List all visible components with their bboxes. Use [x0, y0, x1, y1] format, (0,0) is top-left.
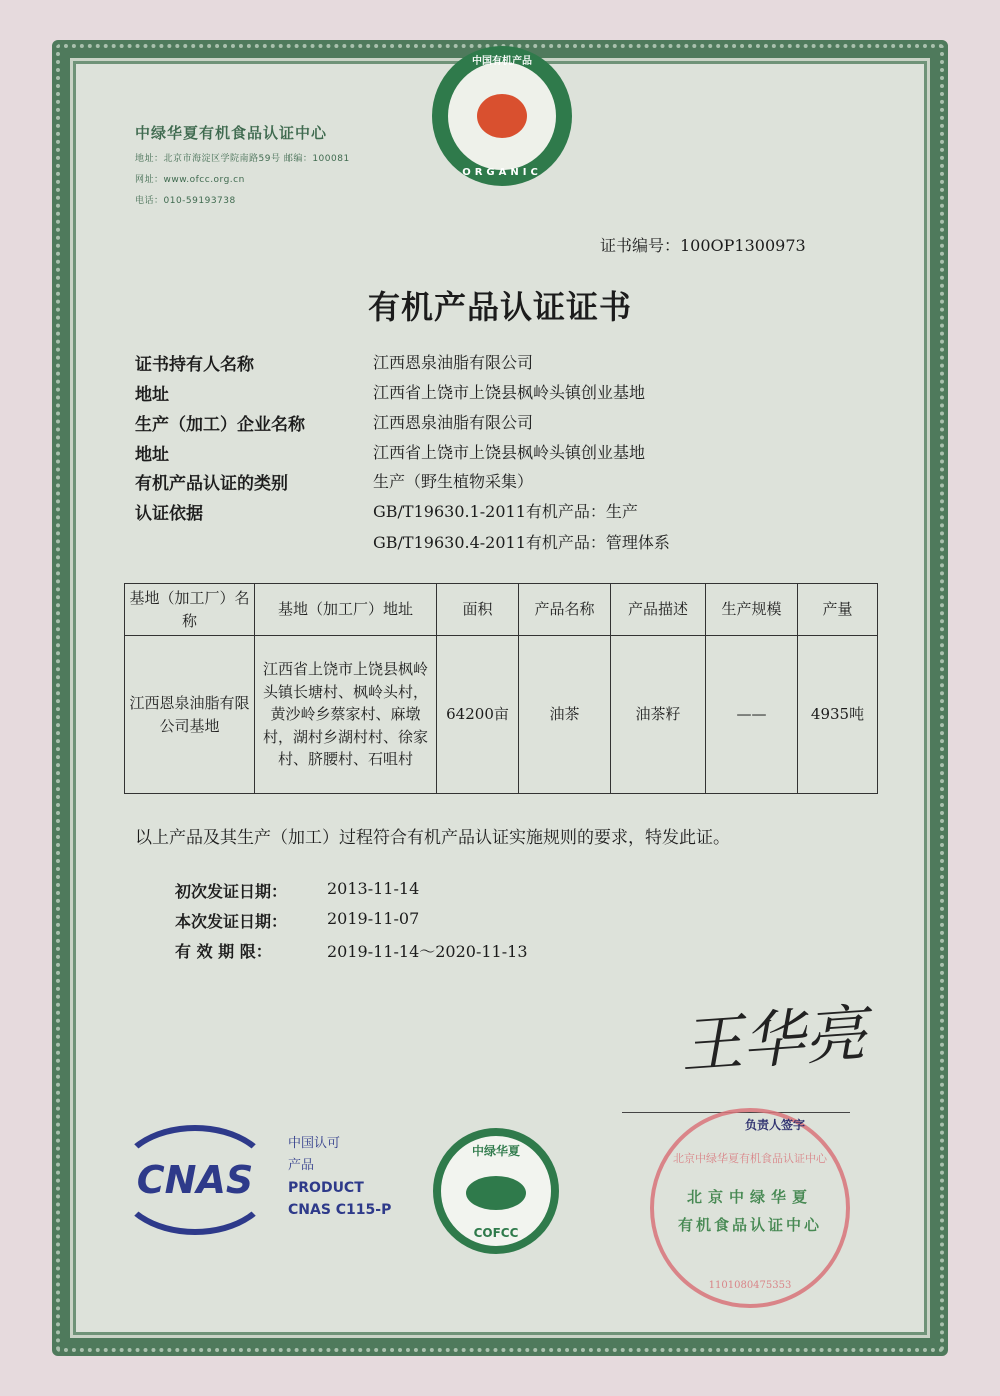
certificate-number: 证书编号：100OP1300973: [600, 236, 806, 255]
seal-number: 1101080475353: [708, 1280, 792, 1291]
signature: 王华亮: [678, 996, 869, 1083]
field-label: [135, 530, 373, 553]
official-seal: [650, 1108, 850, 1308]
column-header: 面积: [437, 584, 519, 636]
date-label: 本次发证日期：: [175, 912, 288, 931]
field-row: [135, 380, 645, 405]
date-value: 2019-11-07: [327, 909, 420, 928]
table-cell: 江西恩泉油脂有限公司基地: [125, 636, 255, 794]
cnas-line: PRODUCT: [288, 1180, 364, 1196]
column-header: 产品描述: [611, 584, 706, 636]
column-header: 基地（加工厂）名称: [125, 584, 255, 636]
organic-emblem-icon: [477, 94, 527, 138]
field-label: 地址: [135, 385, 169, 405]
cofcc-emblem-icon: [466, 1176, 526, 1210]
field-value: 江西恩泉油脂有限公司: [373, 353, 534, 372]
table-cell: 64200亩: [437, 636, 519, 794]
table-cell: ——: [706, 636, 798, 794]
date-value: 2019-11-14～2020-11-13: [327, 942, 528, 961]
logo-bottom-text: ORGANIC: [462, 167, 542, 178]
date-row: [175, 939, 528, 962]
cofcc-logo: [433, 1128, 559, 1254]
column-header: 基地（加工厂）地址: [255, 584, 437, 636]
cofcc-bottom-text: COFCC: [473, 1226, 519, 1240]
field-value: 江西省上饶市上饶县枫岭头镇创业基地: [373, 383, 646, 402]
date-label: 有 效 期 限：: [175, 942, 272, 961]
cnas-line: CNAS C115-P: [288, 1202, 392, 1218]
organic-logo: [432, 46, 572, 186]
seal-line1: 北京中绿华夏: [686, 1188, 813, 1206]
seal-ring-text: 北京中绿华夏有机食品认证中心: [673, 1152, 827, 1165]
date-row: [175, 879, 419, 902]
issuer-website: 网址：www.ofcc.org.cn: [135, 175, 245, 185]
field-row: [135, 499, 638, 524]
issuer-address: 地址：北京市海淀区学院南路59号 邮编：100081: [135, 154, 350, 164]
column-header: 产量: [798, 584, 878, 636]
signature-label: 负责人签字: [745, 1118, 806, 1132]
table-cell: 江西省上饶市上饶县枫岭头镇长塘村、枫岭头村，黄沙岭乡蔡家村、麻墩村，湖村乡湖村村、徐家村、脐腰村、石咀村: [255, 636, 437, 794]
field-row: [135, 410, 533, 435]
cnas-line: 中国认可: [288, 1136, 341, 1151]
field-label: 证书持有人名称: [135, 355, 254, 375]
field-value: 江西省上饶市上饶县枫岭头镇创业基地: [373, 443, 646, 462]
date-row: [175, 909, 419, 932]
field-value: GB/T19630.4-2011有机产品：管理体系: [373, 533, 670, 552]
cnas-accreditation: [288, 1133, 391, 1221]
cnas-logo-text: CNAS: [133, 1158, 257, 1202]
table-cell: 油茶籽: [611, 636, 706, 794]
column-header: 产品名称: [519, 584, 611, 636]
field-label: 地址: [135, 445, 169, 465]
field-row: [135, 350, 533, 375]
table-cell: 油茶: [519, 636, 611, 794]
field-row: [135, 469, 533, 494]
field-value: GB/T19630.1-2011有机产品：生产: [373, 502, 638, 521]
column-header: 生产规模: [706, 584, 798, 636]
table-header-row: [125, 584, 878, 636]
issuer-name: 中绿华夏有机食品认证中心: [135, 124, 328, 142]
issuer-header: [135, 122, 350, 206]
table-cell: 4935吨: [798, 636, 878, 794]
field-row: [135, 440, 645, 465]
field-label: 生产（加工）企业名称: [135, 415, 305, 435]
field-value: 江西恩泉油脂有限公司: [373, 413, 534, 432]
logo-top-text: 中国有机产品: [472, 56, 532, 67]
table-row: [125, 636, 878, 794]
field-label: 认证依据: [135, 504, 203, 524]
seal-line2: 有机食品认证中心: [677, 1216, 822, 1234]
cofcc-top-text: 中绿华夏: [471, 1144, 520, 1158]
page-title: 有机产品认证证书: [367, 288, 632, 326]
date-label: 初次发证日期：: [175, 882, 288, 901]
field-value: 生产（野生植物采集）: [373, 472, 534, 491]
cnas-logo: [115, 1125, 275, 1235]
date-value: 2013-11-14: [327, 879, 420, 898]
issuer-phone: 电话：010-59193738: [135, 196, 236, 206]
statement: 以上产品及其生产（加工）过程符合有机产品认证实施规则的要求，特发此证。: [135, 828, 730, 848]
cnas-line: 产品: [288, 1158, 315, 1173]
field-row: [135, 530, 670, 553]
base-table: [124, 583, 878, 794]
field-label: 有机产品认证的类别: [135, 474, 288, 494]
